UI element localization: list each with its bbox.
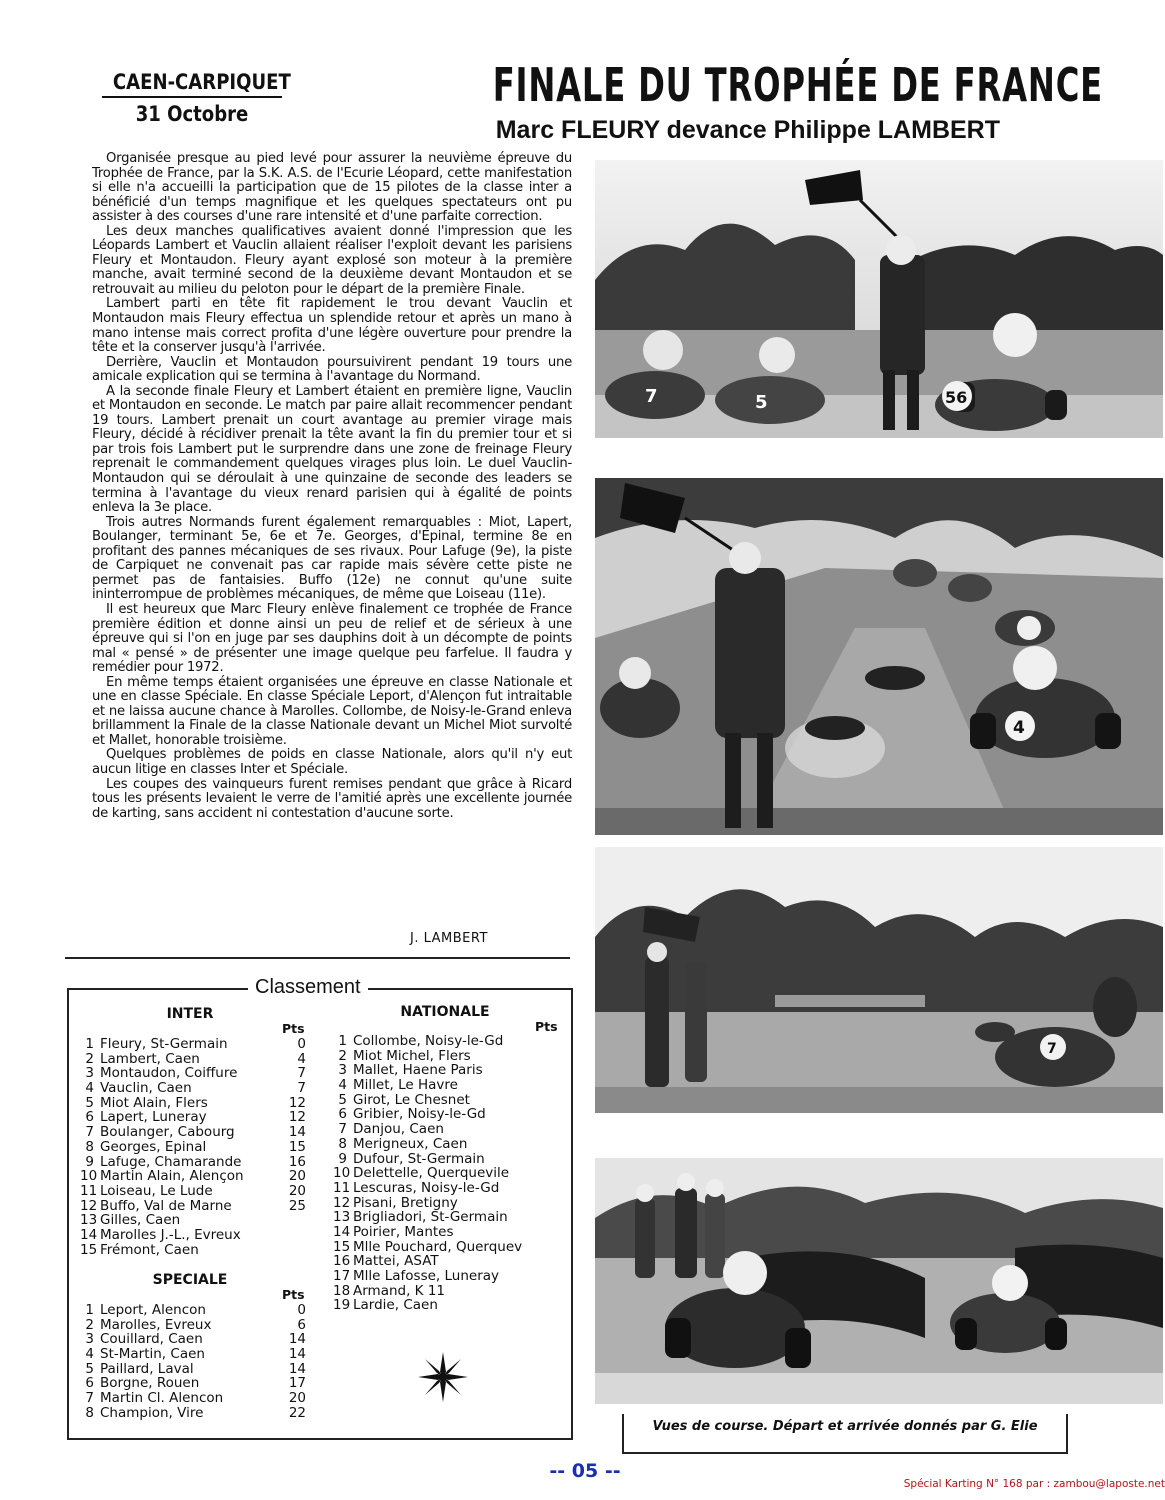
result-row <box>80 1066 306 1081</box>
result-position: 1 <box>85 1036 94 1052</box>
result-row <box>80 1391 306 1406</box>
result-row <box>333 1210 569 1225</box>
result-row <box>80 1376 306 1391</box>
location-divider <box>102 96 282 98</box>
result-name: Mlle Pouchard, Querquev <box>353 1239 523 1255</box>
result-points: 6 <box>297 1316 306 1333</box>
result-row <box>80 1096 306 1111</box>
result-name: Vauclin, Caen <box>100 1081 192 1096</box>
result-name: Borgne, Rouen <box>100 1376 200 1392</box>
result-points: 20 <box>288 1390 306 1407</box>
result-row <box>80 1228 306 1243</box>
result-position: 4 <box>85 1346 94 1363</box>
result-name: Gilles, Caen <box>100 1213 181 1228</box>
result-row <box>333 1034 569 1049</box>
result-points: 20 <box>288 1182 306 1199</box>
result-points: 22 <box>288 1404 306 1421</box>
result-row <box>80 1052 306 1067</box>
article-paragraph: Il est heureux que Marc Fleury enlève finalement ce trophée de France première édition et donne ainsi un peu de relief et de sérieux à une épreuve qui si l'on en juge par ses dauphins doit à un décompte de points mal « pensé » de présenter une image quelque peu farfelue. Il faudra y remédier pour 1972. <box>92 601 572 676</box>
result-row <box>80 1362 306 1377</box>
result-name: Millet, Le Havre <box>353 1078 458 1093</box>
kart-number: 4 <box>1013 718 1025 738</box>
article-signature: J. LAMBERT <box>410 931 488 946</box>
result-row <box>80 1155 306 1170</box>
result-position: 3 <box>85 1331 94 1348</box>
result-position: 7 <box>85 1390 94 1407</box>
result-row <box>80 1243 306 1258</box>
photo-caption: Vues de course. Départ et arrivée donnés par G. Elie <box>652 1419 1038 1434</box>
result-position: 18 <box>333 1282 351 1299</box>
result-name: Lambert, Caen <box>100 1051 200 1067</box>
result-name: Leport, Alencon <box>100 1303 206 1318</box>
result-position: 6 <box>85 1375 94 1392</box>
result-position: 14 <box>333 1223 351 1240</box>
result-row <box>80 1406 306 1421</box>
result-name: Miot Alain, Flers <box>100 1095 208 1111</box>
result-name: Poirier, Mantes <box>353 1224 454 1240</box>
result-position: 10 <box>333 1165 351 1182</box>
speciale-title: SPECIALE <box>152 1272 228 1288</box>
result-position: 6 <box>85 1109 94 1126</box>
result-position: 6 <box>338 1106 347 1123</box>
inter-pts-header: Pts <box>282 1021 305 1036</box>
result-row <box>333 1049 569 1064</box>
race-photo <box>595 847 1163 1113</box>
kart-number: 56 <box>945 388 968 407</box>
result-name: Collombe, Noisy-le-Gd <box>353 1034 504 1049</box>
result-row <box>333 1152 569 1167</box>
result-row <box>333 1181 569 1196</box>
result-row <box>333 1078 569 1093</box>
result-name: Gribier, Noisy-le-Gd <box>353 1107 486 1123</box>
article-body <box>92 152 572 821</box>
page-number: -- 05 -- <box>549 1460 621 1482</box>
article-paragraph: A la seconde finale Fleury et Lambert étaient en première ligne, Vauclin et Montaudon en seconde. Le match par paire allait recommencer pendant 19 tours. Lambert prenait un court avantage au premier virage mais Fleury, décidé à récidiver prenait la tête avant la fin du premier tour et si par trois fois Lambert put le surprendre dans une zone de freinage Fleury reprenait le commandement quelques virages plus loin. Le duel Vauclin-Montaudon qui se déroulait à une quinzaine de seconde des leaders se termina à l'avantage du vieux renard parisien qui à égalité de points enleva la 3e place. <box>92 383 572 516</box>
result-name: Lafuge, Chamarande <box>100 1154 242 1170</box>
result-row <box>333 1269 569 1284</box>
result-row <box>333 1254 569 1269</box>
result-row <box>333 1284 569 1299</box>
location-city: CAEN-CARPIQUET <box>112 70 291 94</box>
result-position: 7 <box>85 1124 94 1141</box>
speciale-pts-header: Pts <box>282 1287 305 1302</box>
result-position: 14 <box>80 1226 98 1243</box>
event-date: 31 Octobre <box>135 102 249 126</box>
nationale-title: NATIONALE <box>400 1004 490 1020</box>
result-name: Pisani, Bretigny <box>353 1195 458 1211</box>
result-row <box>333 1137 569 1152</box>
result-position: 17 <box>333 1268 351 1284</box>
result-name: Frémont, Caen <box>100 1242 199 1258</box>
result-name: Paillard, Laval <box>100 1361 194 1377</box>
result-row <box>80 1303 306 1318</box>
result-name: Miot Michel, Flers <box>353 1048 471 1064</box>
result-points: 25 <box>288 1197 306 1214</box>
result-position: 2 <box>338 1047 347 1064</box>
result-name: Brigliadori, St-Germain <box>353 1210 508 1225</box>
result-position: 5 <box>85 1360 94 1377</box>
result-points: 17 <box>288 1375 306 1392</box>
headline: FINALE DU TROPHÉE DE FRANCE <box>492 58 1104 112</box>
result-name: Delettelle, Querquevile <box>353 1166 510 1181</box>
result-points: 4 <box>297 1050 306 1067</box>
result-row <box>80 1318 306 1333</box>
location-block <box>100 70 291 126</box>
result-row <box>333 1166 569 1181</box>
result-row <box>80 1332 306 1347</box>
result-row <box>80 1184 306 1199</box>
result-position: 5 <box>338 1091 347 1108</box>
result-position: 9 <box>85 1153 94 1170</box>
result-position: 4 <box>85 1080 94 1097</box>
result-position: 1 <box>338 1033 347 1049</box>
result-row <box>80 1169 306 1184</box>
result-position: 11 <box>80 1182 98 1199</box>
result-row <box>333 1298 569 1313</box>
result-position: 5 <box>85 1094 94 1111</box>
result-position: 13 <box>333 1209 351 1226</box>
result-row <box>80 1037 306 1052</box>
result-position: 1 <box>85 1302 94 1318</box>
kart-number: 5 <box>755 392 768 413</box>
result-row <box>333 1107 569 1122</box>
result-position: 13 <box>80 1212 98 1229</box>
result-row <box>80 1110 306 1125</box>
article-paragraph: Organisée presque au pied levé pour assurer la neuvième épreuve du Trophée de France, par la S.K. A.S. de l'Ecurie Léopard, cette manifestation si elle n'a accueilli la participation que de 15 pilotes de la classe inter a bénéficié d'un temps magnifique et les quelques spectateurs ont pu assister à des courses d'une rare intensité et d'une parfaite correction. <box>92 151 572 225</box>
result-name: Mlle Lafosse, Luneray <box>353 1269 500 1284</box>
race-photo <box>595 1158 1163 1404</box>
article-paragraph: Les deux manches qualificatives avaient donné l'impression que les Léopards Lambert et Vauclin allaient réaliser l'exploit devant les parisiens Fleury et Montaudon. Fleury ayant explosé son moteur à la première manche, avait terminé second de la deuxième devant Montaudon et se retrouvait au milieu du peloton pour le départ de la première Finale. <box>92 223 572 297</box>
result-name: Danjou, Caen <box>353 1122 444 1137</box>
result-position: 3 <box>85 1065 94 1082</box>
kart-number: 7 <box>1047 1041 1057 1057</box>
result-row <box>80 1125 306 1140</box>
article-paragraph: Quelques problèmes de poids en classe Nationale, alors qu'il n'y eut aucun litige en classes Inter et Spéciale. <box>92 747 572 777</box>
result-name: Marolles, Evreux <box>100 1317 212 1333</box>
result-position: 2 <box>85 1050 94 1067</box>
article-paragraph: Les coupes des vainqueurs furent remises pendant que grâce à Ricard tous les présents levaient le verre de l'amitié après une excellente journée de karting, sans accident ni contestation d'aucune sorte. <box>92 776 572 821</box>
result-row <box>333 1225 569 1240</box>
race-photo <box>595 478 1163 835</box>
result-points: 7 <box>297 1065 306 1082</box>
result-name: Couillard, Caen <box>100 1332 203 1348</box>
result-points: 0 <box>297 1302 306 1318</box>
result-name: Martin Cl. Alencon <box>100 1391 224 1406</box>
result-row <box>80 1140 306 1155</box>
result-row <box>333 1063 569 1078</box>
result-name: Marolles J.-L., Evreux <box>100 1227 241 1243</box>
result-name: Dufour, St-Germain <box>353 1151 485 1167</box>
result-points: 14 <box>288 1124 306 1141</box>
result-position: 8 <box>85 1138 94 1155</box>
result-name: St-Martin, Caen <box>100 1347 205 1362</box>
footer-credit: Spécial Karting N° 168 par : zambou@laposte.net <box>903 1478 1165 1490</box>
result-name: Armand, K 11 <box>353 1283 446 1299</box>
race-photo <box>595 160 1163 438</box>
result-position: 4 <box>338 1077 347 1094</box>
result-points: 14 <box>288 1346 306 1363</box>
article-paragraph: Derrière, Vauclin et Montaudon poursuivirent pendant 19 tours une amicale explication qui se termina à l'avantage du Normand. <box>92 354 572 385</box>
speciale-results <box>80 1303 306 1421</box>
section-divider <box>65 957 570 959</box>
result-name: Mallet, Haene Paris <box>353 1063 483 1079</box>
result-position: 7 <box>338 1121 347 1138</box>
result-position: 9 <box>338 1150 347 1167</box>
result-row <box>333 1196 569 1211</box>
result-position: 8 <box>338 1135 347 1152</box>
result-row <box>80 1199 306 1214</box>
result-position: 2 <box>85 1316 94 1333</box>
result-row <box>80 1347 306 1362</box>
result-position: 8 <box>85 1404 94 1421</box>
result-points: 14 <box>288 1331 306 1348</box>
result-points: 0 <box>297 1036 306 1052</box>
result-name: Girot, Le Chesnet <box>353 1092 470 1108</box>
result-name: Boulanger, Cabourg <box>100 1125 235 1140</box>
result-position: 10 <box>80 1168 98 1185</box>
result-name: Fleury, St-Germain <box>100 1037 228 1052</box>
result-name: Georges, Epinal <box>100 1139 207 1155</box>
result-position: 11 <box>333 1179 351 1196</box>
result-points <box>266 1228 306 1243</box>
result-points: 15 <box>288 1138 306 1155</box>
result-position: 19 <box>333 1297 351 1314</box>
result-name: Loiseau, Le Lude <box>100 1183 213 1199</box>
star-ornament-icon <box>418 1352 468 1402</box>
result-name: Lardie, Caen <box>353 1298 438 1314</box>
result-position: 15 <box>333 1238 351 1255</box>
result-points: 16 <box>288 1153 306 1170</box>
result-row <box>80 1081 306 1096</box>
result-name: Martin Alain, Alençon <box>100 1169 244 1184</box>
result-row <box>333 1122 569 1137</box>
result-points: 14 <box>288 1360 306 1377</box>
result-name: Montaudon, Coiffure <box>100 1066 238 1082</box>
result-name: Mattei, ASAT <box>353 1254 439 1269</box>
result-position: 15 <box>80 1241 98 1258</box>
nationale-pts-header: Pts <box>535 1019 558 1034</box>
result-row <box>80 1213 306 1228</box>
result-points <box>266 1243 306 1258</box>
result-row <box>333 1093 569 1108</box>
result-position: 3 <box>338 1062 347 1079</box>
inter-title: INTER <box>166 1006 214 1022</box>
result-position: 12 <box>80 1197 98 1214</box>
result-points: 20 <box>288 1168 306 1185</box>
inter-results <box>80 1037 306 1257</box>
result-position: 12 <box>333 1194 351 1211</box>
result-name: Lescuras, Noisy-le-Gd <box>353 1180 500 1196</box>
result-row <box>333 1240 569 1255</box>
subheadline: Marc FLEURY devance Philippe LAMBERT <box>495 116 1000 144</box>
article-paragraph: En même temps étaient organisées une épreuve en classe Nationale et une en classe Spéciale. En classe Spéciale Leport, d'Alençon fut intraitable et ne laissa aucune chance à Marolles. Collombe, de Noisy-le-Grand enleva brillamment la Finale de la classe Nationale devant un Michel Miot survolté et Mallet, honorable troisième. <box>92 674 572 748</box>
classement-title: Classement <box>248 976 368 999</box>
article-paragraph: Trois autres Normands furent également remarquables : Miot, Lapert, Boulanger, terminant 5e, 6e et 7e. Georges, d'Epinal, termine 8e en profitant des pannes mécaniques de ses rivaux. Pour Lafuge (9e), la piste de Carpiquet ne convenait pas car rapide mais sévère cette piste ne permet pas de fantaisies. Buffo (12e) ne connut qu'une suite ininterrompue de problèmes mécaniques, de même que Loiseau (11e). <box>92 514 572 603</box>
result-points: 12 <box>288 1109 306 1126</box>
article-paragraph: Lambert parti en tête fit rapidement le trou devant Vauclin et Montaudon mais Fleury effectua un splendide retour et après un mano à mano intense mais correct profita d'une légère ouverture pour prendre la tête et la conserver jusqu'à l'arrivée. <box>92 296 572 356</box>
nationale-results <box>333 1034 569 1313</box>
result-name: Buffo, Val de Marne <box>100 1198 232 1214</box>
result-position: 16 <box>333 1253 351 1270</box>
result-points: 12 <box>288 1094 306 1111</box>
result-name: Merigneux, Caen <box>353 1136 468 1152</box>
kart-number: 7 <box>645 386 658 407</box>
result-points: 7 <box>297 1080 306 1097</box>
result-name: Lapert, Luneray <box>100 1110 207 1126</box>
result-points <box>266 1213 306 1228</box>
result-name: Champion, Vire <box>100 1405 204 1421</box>
